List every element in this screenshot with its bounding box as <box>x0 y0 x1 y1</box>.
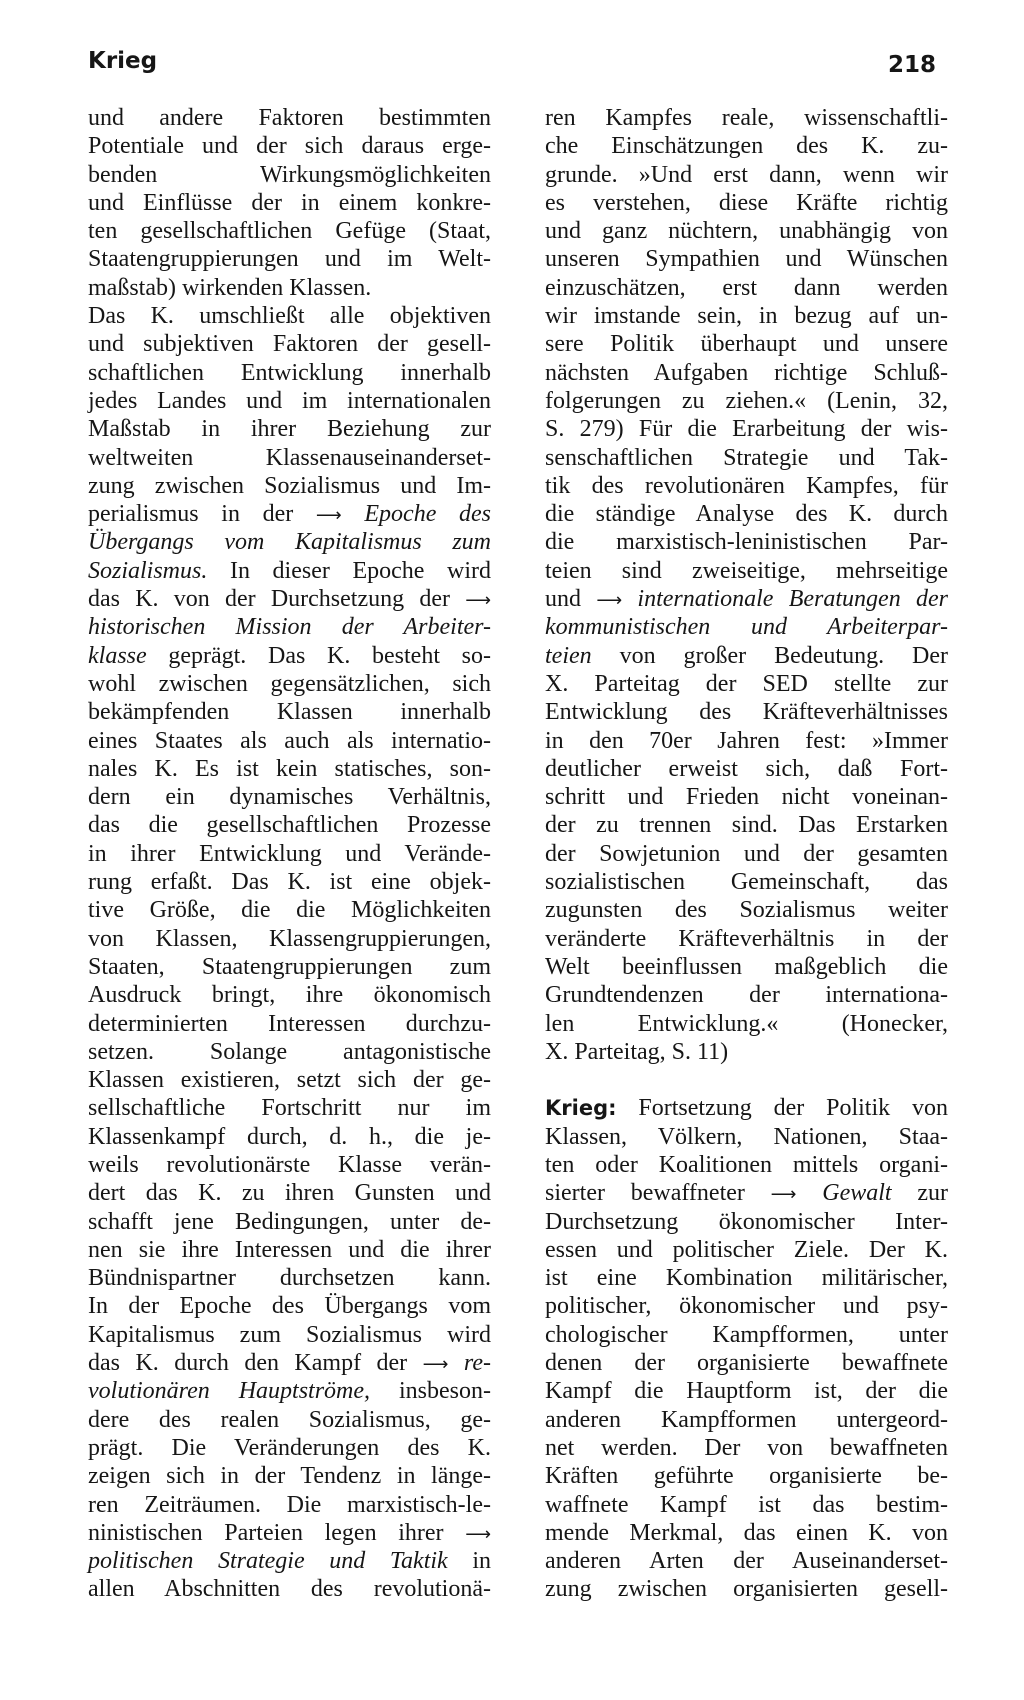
text-segment: insbeson- <box>370 1378 491 1405</box>
text-segment: X. Parteitag der SED stellte zur <box>545 670 948 697</box>
text-segment: S. 279) Für die Erarbeitung der wis- <box>545 416 948 443</box>
text-line <box>88 359 491 387</box>
text-line <box>545 415 948 443</box>
text-segment: grunde. »Und erst dann, wenn wir <box>545 161 948 188</box>
text-line <box>545 472 948 500</box>
text-segment: Entwicklung des Kräfteverhältnisses <box>545 699 948 726</box>
text-line <box>88 104 491 132</box>
text-segment: tive Größe, die die Möglichkeiten <box>88 897 491 924</box>
text-line <box>88 217 491 245</box>
text-segment: sellschaftliche Fortschritt nur im <box>88 1095 491 1122</box>
cross-reference-arrow-icon: ⟶ <box>465 1523 491 1545</box>
text-segment: perialismus in der <box>88 501 316 528</box>
cross-reference-arrow-icon: ⟶ <box>315 505 342 527</box>
text-line <box>545 868 948 896</box>
text-line <box>88 1123 491 1151</box>
text-line <box>88 1264 491 1292</box>
text-line <box>88 868 491 896</box>
text-segment: allen Abschnitten des revolutionä- <box>88 1576 491 1603</box>
text-line <box>88 1377 491 1405</box>
text-line <box>545 1038 948 1066</box>
text-line <box>88 302 491 330</box>
text-segment: ren Zeiträumen. Die marxistisch-le- <box>88 1491 491 1518</box>
text-segment: prägt. Die Veränderungen des K. <box>88 1434 491 1461</box>
text-segment: in den 70er Jahren fest: »Immer <box>545 727 948 754</box>
text-segment: wohl zwischen gegensätzlichen, sich <box>88 670 491 697</box>
text-segment: Staatengruppierungen und im Welt- <box>88 246 491 273</box>
text-segment: rung erfaßt. Das K. ist eine objek- <box>88 869 491 896</box>
text-line <box>545 1575 948 1603</box>
text-segment: in ihrer Entwicklung und Verände- <box>88 840 491 867</box>
text-line <box>545 1491 948 1519</box>
text-line <box>545 1462 948 1490</box>
text-segment: maßstab) wirkenden Klassen. <box>88 274 372 301</box>
italic-term: politischen Strategie und Taktik <box>88 1548 448 1575</box>
text-line <box>88 189 491 217</box>
cross-reference-arrow-icon: ⟶ <box>596 590 623 612</box>
text-line <box>545 1519 948 1547</box>
page-header <box>88 48 936 88</box>
text-line <box>88 1321 491 1349</box>
text-line <box>545 330 948 358</box>
text-segment: len Entwicklung.« (Honecker, <box>545 1010 948 1037</box>
text-segment: senschaftlichen Strategie und Tak- <box>545 444 948 471</box>
text-line <box>88 896 491 924</box>
text-line <box>88 1519 491 1547</box>
text-line <box>545 274 948 302</box>
italic-term: volutionären Hauptströme, <box>88 1378 371 1405</box>
text-segment: schaftlichen Entwicklung innerhalb <box>88 359 491 386</box>
text-line <box>545 387 948 415</box>
text-segment: folgerungen zu ziehen.« (Lenin, 32, <box>545 387 948 414</box>
text-line <box>545 528 948 556</box>
text-segment: Kapitalismus zum Sozialismus wird <box>88 1321 491 1348</box>
text-line <box>88 1575 491 1603</box>
text-line <box>88 755 491 783</box>
italic-term: teien <box>545 642 592 669</box>
text-line <box>545 1547 948 1575</box>
text-segment: nen sie ihre Interessen und die ihrer <box>88 1236 491 1263</box>
text-segment: In der Epoche des Übergangs vom <box>88 1293 491 1320</box>
text-line <box>545 1208 948 1236</box>
text-segment: In dieser Epoche wird <box>207 557 491 584</box>
text-line <box>88 274 491 302</box>
text-line <box>88 670 491 698</box>
text-line <box>545 444 948 472</box>
text-line <box>545 1321 948 1349</box>
text-segment: waffnete Kampf ist das bestim- <box>545 1491 948 1518</box>
text-segment: Grundtendenzen der internationa- <box>545 982 948 1009</box>
italic-term: internationale Beratungen der <box>622 586 948 613</box>
italic-term: kommunistischen und Arbeiterpar- <box>545 614 948 641</box>
left-column <box>88 104 491 1604</box>
entry-keyword: Krieg: <box>545 1096 617 1121</box>
text-line <box>88 1349 491 1377</box>
text-line <box>545 783 948 811</box>
text-line <box>88 642 491 670</box>
text-line <box>545 613 948 641</box>
text-line <box>88 132 491 160</box>
text-segment: X. Parteitag, S. 11) <box>545 1038 729 1065</box>
text-line <box>545 981 948 1009</box>
text-segment: es verstehen, diese Kräfte richtig <box>545 189 948 216</box>
text-segment: und Einflüsse der in einem konkre- <box>88 189 491 216</box>
text-line <box>545 161 948 189</box>
text-segment: dert das K. zu ihren Gunsten und <box>88 1180 491 1207</box>
text-segment: einzuschätzen, erst dann werden <box>545 274 948 301</box>
text-segment: jedes Landes und im internationalen <box>88 387 491 414</box>
text-segment: wir imstande sein, in bezug auf un- <box>545 303 948 330</box>
text-line <box>88 953 491 981</box>
text-line <box>545 500 948 528</box>
text-line <box>88 1208 491 1236</box>
text-line <box>545 1123 948 1151</box>
text-segment: sozialistischen Gemeinschaft, das <box>545 869 948 896</box>
text-segment: weltweiten Klassenauseinanderset- <box>88 444 491 471</box>
text-segment: zung zwischen Sozialismus und Im- <box>88 472 491 499</box>
text-segment: sere Politik überhaupt und unsere <box>545 331 948 358</box>
text-segment: setzen. Solange antagonistische <box>88 1038 491 1065</box>
text-line <box>88 245 491 273</box>
text-line <box>545 1179 948 1207</box>
text-line <box>545 1236 948 1264</box>
italic-term: Übergangs vom Kapitalismus zum <box>88 529 491 556</box>
paragraph-gap <box>545 1066 948 1094</box>
text-line <box>545 1010 948 1038</box>
text-line <box>545 670 948 698</box>
text-segment: und andere Faktoren bestimmten <box>88 105 491 131</box>
text-segment: nächsten Aufgaben richtige Schluß- <box>545 359 948 386</box>
text-segment: Klassen, Völkern, Nationen, Staa- <box>545 1123 948 1150</box>
text-segment: unseren Sympathien und Wünschen <box>545 246 948 273</box>
text-line <box>88 585 491 613</box>
text-segment: politischer, ökonomischer und psy- <box>545 1293 948 1320</box>
text-segment: anderen Kampfformen untergeord- <box>545 1406 948 1433</box>
text-segment: von großer Bedeutung. Der <box>591 642 948 669</box>
text-segment: und ganz nüchtern, unabhängig von <box>545 218 948 245</box>
page-number: 218 <box>887 52 936 78</box>
text-line <box>88 161 491 189</box>
text-line <box>545 1292 948 1320</box>
text-line <box>88 1010 491 1038</box>
text-line <box>545 953 948 981</box>
text-line <box>545 698 948 726</box>
text-segment: eines Staates als auch als internatio- <box>88 727 491 754</box>
text-segment: das K. von der Durchsetzung der <box>88 586 466 613</box>
text-segment: ten gesellschaftlichen Gefüge (Staat, <box>88 218 491 245</box>
text-segment: benden Wirkungsmöglichkeiten <box>88 161 491 188</box>
cross-reference-arrow-icon: ⟶ <box>770 1184 797 1206</box>
text-segment: zugunsten des Sozialismus weiter <box>545 897 948 924</box>
text-line <box>88 783 491 811</box>
text-line <box>545 1151 948 1179</box>
text-segment: net werden. Der von bewaffneten <box>545 1434 948 1461</box>
text-segment: ninistischen Parteien legen ihrer <box>88 1519 466 1546</box>
text-line <box>545 1434 948 1462</box>
text-line <box>545 925 948 953</box>
text-segment: zung zwischen organisierten gesell- <box>545 1576 948 1603</box>
text-line <box>88 1547 491 1575</box>
text-line <box>545 811 948 839</box>
text-line <box>88 1236 491 1264</box>
text-line <box>545 896 948 924</box>
text-segment: und <box>545 586 597 613</box>
text-segment: schafft jene Bedingungen, unter de- <box>88 1208 491 1235</box>
text-segment: Ausdruck bringt, ihre ökonomisch <box>88 982 491 1009</box>
text-segment: Kräften geführte organisierte be- <box>545 1463 948 1490</box>
text-segment: das K. durch den Kampf der <box>88 1350 423 1377</box>
cross-reference-arrow-icon: ⟶ <box>422 1354 449 1376</box>
text-segment: die ständige Analyse des K. durch <box>545 501 948 528</box>
text-segment: che Einschätzungen des K. zu- <box>545 133 948 160</box>
text-line <box>545 727 948 755</box>
text-line <box>88 840 491 868</box>
text-line <box>88 415 491 443</box>
text-line <box>88 1406 491 1434</box>
text-segment: mende Merkmal, das einen K. von <box>545 1519 948 1546</box>
text-segment: ten oder Koalitionen mittels organi- <box>545 1151 948 1178</box>
text-segment: weils revolutionärste Klasse verän- <box>88 1151 491 1178</box>
text-line <box>545 1094 948 1122</box>
text-line <box>88 444 491 472</box>
text-segment: Klassenkampf durch, d. h., die je- <box>88 1123 491 1150</box>
text-segment: das die gesellschaftlichen Prozesse <box>88 812 491 839</box>
text-segment: geprägt. Das K. besteht so- <box>146 642 491 669</box>
italic-term: Gewalt <box>796 1180 892 1207</box>
text-line <box>88 528 491 556</box>
text-line <box>88 811 491 839</box>
text-line <box>545 1349 948 1377</box>
text-segment: nales K. Es ist kein statisches, son- <box>88 755 491 782</box>
text-segment: und subjektiven Faktoren der gesell- <box>88 331 491 358</box>
text-line <box>545 642 948 670</box>
text-line <box>88 1292 491 1320</box>
text-segment: deutlicher erweist sich, daß Fort- <box>545 755 948 782</box>
text-line <box>88 1491 491 1519</box>
text-segment: der Sowjetunion und der gesamten <box>545 840 948 867</box>
text-line <box>545 840 948 868</box>
text-line <box>88 1094 491 1122</box>
text-line <box>545 217 948 245</box>
text-line <box>88 472 491 500</box>
text-segment: Durchsetzung ökonomischer Inter- <box>545 1208 948 1235</box>
text-line <box>88 981 491 1009</box>
text-line <box>88 1462 491 1490</box>
text-segment: anderen Arten der Auseinanderset- <box>545 1548 948 1575</box>
text-line <box>545 359 948 387</box>
text-segment: determinierten Interessen durchzu- <box>88 1010 491 1037</box>
text-line <box>88 1066 491 1094</box>
text-segment: sierter bewaffneter <box>545 1180 771 1207</box>
italic-term: Sozialismus. <box>88 557 208 584</box>
text-segment: teien sind zweiseitige, mehrseitige <box>545 557 948 584</box>
cross-reference-arrow-icon: ⟶ <box>465 590 491 612</box>
text-segment: chologischer Kampfformen, unter <box>545 1321 948 1348</box>
text-line <box>88 1038 491 1066</box>
text-segment: Bündnispartner durchsetzen kann. <box>88 1265 491 1292</box>
text-segment: von Klassen, Klassengruppierungen, <box>88 925 491 952</box>
text-line <box>545 755 948 783</box>
text-segment: Potentiale und der sich daraus erge- <box>88 133 491 160</box>
text-segment: Welt beeinflussen maßgeblich die <box>545 953 948 980</box>
text-segment: denen der organisierte bewaffnete <box>545 1350 948 1377</box>
text-line <box>88 1179 491 1207</box>
text-segment: veränderte Kräfteverhältnis in der <box>545 925 948 952</box>
text-segment: Klassen existieren, setzt sich der ge- <box>88 1067 491 1094</box>
text-line <box>88 1151 491 1179</box>
italic-term: Epoche des <box>341 501 491 528</box>
text-line <box>88 727 491 755</box>
text-line <box>545 1406 948 1434</box>
text-segment: Staaten, Staatengruppierungen zum <box>88 953 491 980</box>
text-line <box>545 189 948 217</box>
text-line <box>88 557 491 585</box>
text-segment: zeigen sich in der Tendenz in länge- <box>88 1463 491 1490</box>
text-segment: Maßstab in ihrer Beziehung zur <box>88 416 491 443</box>
text-line <box>545 557 948 585</box>
text-line <box>545 1377 948 1405</box>
text-segment: ist eine Kombination militärischer, <box>545 1265 948 1292</box>
text-segment: Kampf die Hauptform ist, der die <box>545 1378 948 1405</box>
text-segment: tik des revolutionären Kampfes, für <box>545 472 948 499</box>
text-segment: ren Kampfes reale, wissenschaftli- <box>545 105 948 131</box>
text-segment: der zu trennen sind. Das Erstarken <box>545 812 948 839</box>
text-line <box>545 585 948 613</box>
text-line <box>88 330 491 358</box>
running-head: Krieg <box>88 48 158 74</box>
text-segment: bekämpfenden Klassen innerhalb <box>88 699 491 726</box>
text-segment: essen und politischer Ziele. Der K. <box>545 1236 948 1263</box>
text-line <box>88 387 491 415</box>
text-line <box>88 925 491 953</box>
text-segment: dern ein dynamisches Verhältnis, <box>88 784 491 811</box>
text-line <box>88 698 491 726</box>
text-segment: die marxistisch-leninistischen Par- <box>545 529 948 556</box>
italic-term: historischen Mission der Arbeiter- <box>88 614 491 641</box>
italic-term: re- <box>448 1350 491 1377</box>
text-line <box>545 132 948 160</box>
text-segment: Das K. umschließt alle objektiven <box>88 303 491 330</box>
text-segment: schritt und Frieden nicht voneinan- <box>545 784 948 811</box>
text-segment: zur <box>891 1180 948 1207</box>
text-line <box>88 613 491 641</box>
text-segment: dere des realen Sozialismus, ge- <box>88 1406 491 1433</box>
right-column <box>545 104 948 1604</box>
text-line <box>545 104 948 132</box>
text-segment: Fortsetzung der Politik von <box>616 1095 948 1122</box>
text-line <box>88 1434 491 1462</box>
italic-term: klasse <box>88 642 147 669</box>
text-line <box>545 245 948 273</box>
text-line <box>545 302 948 330</box>
text-line <box>88 500 491 528</box>
text-line <box>545 1264 948 1292</box>
text-segment: in <box>447 1548 491 1575</box>
